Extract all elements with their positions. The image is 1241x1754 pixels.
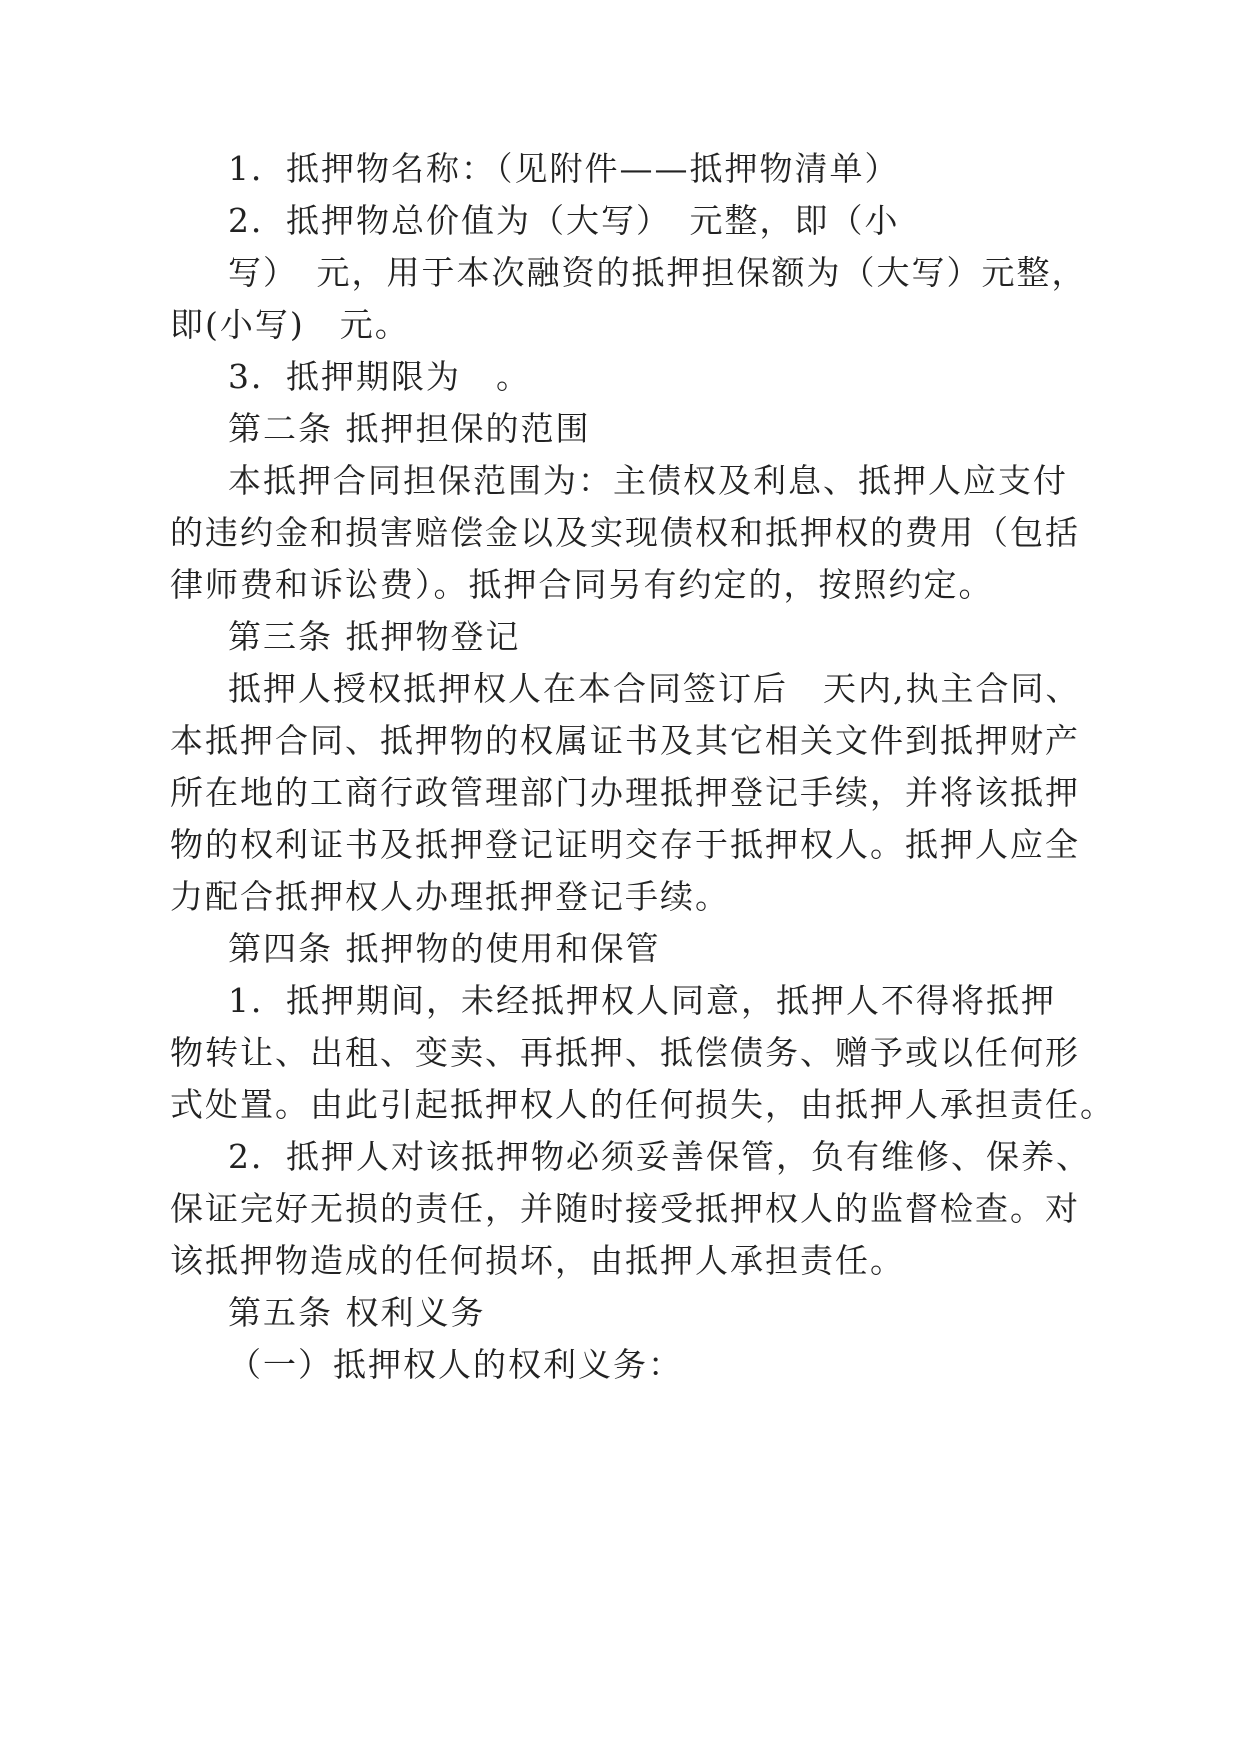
paragraph-line: 本抵押合同担保范围为：主债权及利息、抵押人应支付	[228, 461, 1068, 500]
paragraph-line: 物转让、出租、变卖、再抵押、抵偿债务、赠予或以任何形	[170, 1033, 1080, 1072]
paragraph-line: 1．抵押物名称：（见附件——抵押物清单）	[228, 149, 900, 188]
paragraph-line: 抵押人授权抵押权人在本合同签订后 天内,执主合同、	[228, 669, 1081, 708]
paragraph-line: 1．抵押期间，未经抵押权人同意，抵押人不得将抵押	[228, 981, 1056, 1020]
section-heading: 第五条 权利义务	[228, 1293, 486, 1332]
paragraph-line: 2．抵押物总价值为（大写） 元整，即（小	[228, 201, 900, 240]
section-heading: 第三条 抵押物登记	[228, 617, 521, 656]
section-heading: 第四条 抵押物的使用和保管	[228, 929, 661, 968]
paragraph-line: 3．抵押期限为 。	[228, 357, 531, 396]
paragraph-line: 物的权利证书及抵押登记证明交存于抵押权人。抵押人应全	[170, 825, 1080, 864]
paragraph-line: 式处置。由此引起抵押权人的任何损失，由抵押人承担责任。	[170, 1085, 1115, 1124]
paragraph-line: 该抵押物造成的任何损坏，由抵押人承担责任。	[170, 1241, 905, 1280]
paragraph-line: 本抵押合同、抵押物的权属证书及其它相关文件到抵押财产	[170, 721, 1080, 760]
section-heading: 第二条 抵押担保的范围	[228, 409, 591, 448]
paragraph-line: 2．抵押人对该抵押物必须妥善保管，负有维修、保养、	[228, 1137, 1091, 1176]
paragraph-line: 所在地的工商行政管理部门办理抵押登记手续，并将该抵押	[170, 773, 1080, 812]
paragraph-line: 的违约金和损害赔偿金以及实现债权和抵押权的费用（包括	[170, 513, 1080, 552]
paragraph-line: 律师费和诉讼费）。抵押合同另有约定的，按照约定。	[170, 565, 994, 604]
paragraph-line: 保证完好无损的责任，并随时接受抵押权人的监督检查。对	[170, 1189, 1080, 1228]
paragraph-line: 写） 元，用于本次融资的抵押担保额为（大写）元整，	[228, 253, 1087, 292]
subsection-heading: （一）抵押权人的权利义务：	[228, 1345, 683, 1384]
paragraph-line: 力配合抵押权人办理抵押登记手续。	[170, 877, 730, 916]
paragraph-line: 即(小写) 元。	[170, 305, 410, 344]
